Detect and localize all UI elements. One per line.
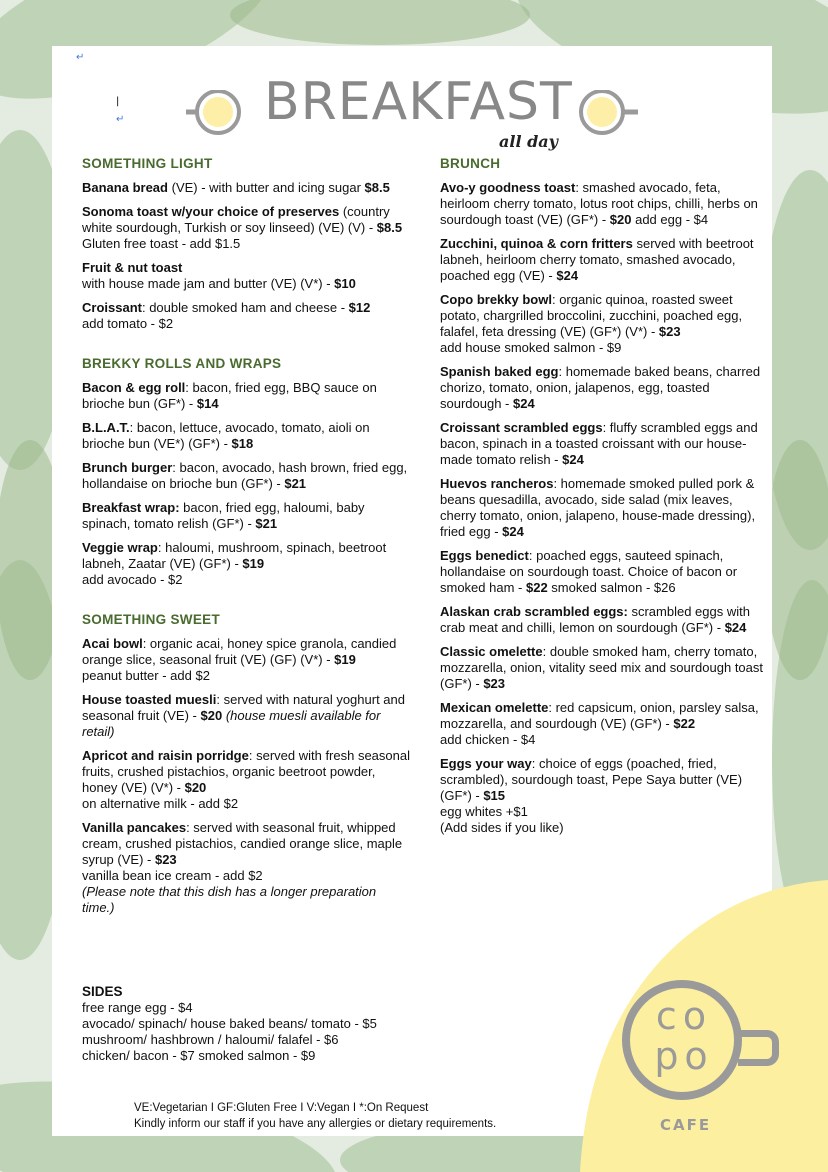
item-price: $20	[184, 780, 207, 795]
paragraph-mark: ↵	[76, 52, 85, 63]
menu-item	[440, 604, 765, 636]
item-extra: add avocado - $2	[82, 572, 183, 587]
allergy-notice: Kindly inform our staff if you have any allergies or dietary requirements.	[134, 1118, 497, 1130]
item-price: $15	[483, 788, 506, 803]
item-name: Alaskan crab scrambled eggs:	[440, 604, 628, 619]
left-column	[82, 156, 412, 924]
item-desc: : homemade smoked pulled pork & beans quesadilla, avocado, side salad (mix leaves, cherry tomato, onion, jalapeno, house-made dressing), fried egg -	[440, 476, 756, 539]
item-desc: : bacon, lettuce, avocado, tomato, aioli on brioche bun (VE*) (GF*) -	[82, 420, 370, 451]
item-desc: : bacon, avocado, hash brown, fried egg, hollandaise on brioche bun (GF*) -	[82, 460, 408, 491]
menu-item	[82, 748, 412, 812]
item-price: $19	[334, 652, 356, 667]
item-name: Croissant scrambled eggs	[440, 420, 603, 435]
sides-line: free range egg - $4	[82, 1000, 193, 1015]
menu-item	[440, 700, 765, 748]
item-desc: : double smoked ham, cherry tomato, mozzarella, onion, vitality seed mix and sourdough toast (GF*) -	[440, 644, 764, 691]
item-price: $12	[348, 300, 371, 315]
section-heading: SOMETHING LIGHT	[82, 156, 213, 171]
item-extra: smoked salmon - $26	[547, 580, 676, 595]
item-extra: egg whites +$1	[440, 804, 528, 819]
menu-item	[440, 180, 765, 228]
menu-item	[440, 364, 765, 412]
item-price: $23	[483, 676, 506, 691]
sides-section	[82, 984, 442, 1064]
item-name: Classic omelette	[440, 644, 543, 659]
menu-item	[82, 500, 412, 532]
item-extra: peanut butter - add $2	[82, 668, 210, 683]
item-price: $22	[525, 580, 548, 595]
menu-item	[440, 756, 765, 836]
paragraph-mark: ↵	[116, 114, 125, 125]
item-price: $23	[154, 852, 177, 867]
egg-icon	[576, 90, 638, 140]
dietary-legend: VE:Vegetarian I GF:Gluten Free I V:Vegan I *:On Request	[134, 1102, 429, 1114]
item-desc: : double smoked ham and cheese -	[141, 300, 349, 315]
menu-item	[440, 236, 765, 284]
item-note: (Please note that this dish has a longer preparation time.)	[82, 884, 377, 915]
item-price: $24	[502, 524, 524, 539]
menu-section	[82, 156, 412, 332]
item-desc: : haloumi, mushroom, spinach, beetroot labneh, Zaatar (VE) (GF*) -	[82, 540, 387, 571]
item-extra: add house smoked salmon - $9	[440, 340, 622, 355]
logo-text: co po	[654, 994, 714, 1078]
item-name: Mexican omelette	[440, 700, 549, 715]
item-price: $8.5	[364, 180, 390, 195]
menu-item	[440, 548, 765, 596]
item-extra: (house muesli available for retail)	[82, 708, 381, 739]
item-name: Vanilla pancakes	[82, 820, 187, 835]
item-price: $8.5	[376, 220, 403, 235]
item-price: $24	[724, 620, 747, 635]
menu-item	[82, 180, 412, 196]
item-extra: Gluten free toast - add $1.5	[82, 236, 241, 251]
item-desc: : organic quinoa, roasted sweet potato, chargrilled broccolini, zucchini, poached egg, falafel, feta dressing (VE) (GF*) (V*) -	[440, 292, 743, 339]
right-column	[440, 156, 765, 844]
page-subtitle: all day	[499, 132, 558, 151]
item-desc: : served with fresh seasonal fruits, crushed pistachios, organic beetroot powder, honey (VE) (V*) -	[82, 748, 410, 795]
item-price: $24	[562, 452, 584, 467]
item-price: $14	[196, 396, 219, 411]
item-note: (Add sides if you like)	[440, 820, 564, 835]
menu-section	[82, 612, 412, 916]
item-extra: vanilla bean ice cream - add $2	[82, 868, 263, 883]
menu-item	[82, 820, 412, 916]
menu-item	[440, 644, 765, 692]
item-desc: (country white sourdough, Turkish or soy linseed) (VE) (V) -	[82, 204, 390, 235]
item-name: Brunch burger	[82, 460, 173, 475]
item-name: Breakfast wrap:	[82, 500, 180, 515]
item-name: House toasted muesli	[82, 692, 217, 707]
item-desc: : bacon, fried egg, BBQ sauce on brioche bun (GF*) -	[82, 380, 377, 411]
item-name: Fruit & nut toast	[82, 260, 183, 275]
egg-icon	[186, 90, 248, 140]
item-price: $24	[513, 396, 535, 411]
item-desc: : red capsicum, onion, parsley salsa, mozzarella, and sourdough (VE) (GF*) -	[440, 700, 759, 731]
item-price: $21	[255, 516, 278, 531]
page-title: BREAKFAST	[264, 72, 573, 132]
item-extra: add egg - $4	[631, 212, 709, 227]
sides-line: avocado/ spinach/ house baked beans/ tomato - $5	[82, 1016, 377, 1031]
sides-line: mushroom/ hashbrown / haloumi/ falafel - $6	[82, 1032, 339, 1047]
sides-line: chicken/ bacon - $7 smoked salmon - $9	[82, 1048, 316, 1063]
item-desc: scrambled eggs with crab meat and chilli, lemon on sourdough (GF*) -	[440, 604, 750, 635]
item-name: B.L.A.T.	[82, 420, 130, 435]
menu-item	[82, 204, 412, 252]
item-price: $19	[242, 556, 265, 571]
item-name: Apricot and raisin porridge	[82, 748, 249, 763]
item-desc: : served with natural yoghurt and seasonal fruit (VE) -	[82, 692, 405, 723]
item-desc: bacon, fried egg, haloumi, baby spinach, tomato relish (GF*) -	[82, 500, 365, 531]
menu-section	[82, 356, 412, 588]
item-name: Zucchini, quinoa & corn fritters	[440, 236, 633, 251]
menu-item	[82, 692, 412, 740]
item-price: $23	[658, 324, 681, 339]
footer	[134, 1100, 614, 1132]
item-desc: (VE) - with butter and icing sugar	[171, 180, 365, 195]
item-name: Banana bread	[82, 180, 168, 195]
menu-item	[82, 380, 412, 412]
item-price: $20	[200, 708, 223, 723]
item-name: Avo-y goodness toast	[440, 180, 576, 195]
item-name: Spanish baked egg	[440, 364, 559, 379]
item-price: $21	[284, 476, 307, 491]
menu-item	[440, 292, 765, 356]
item-name: Bacon & egg roll	[82, 380, 186, 395]
menu-item	[82, 260, 412, 292]
item-desc: : fluffy scrambled eggs and bacon, spinach in a toasted croissant with our house-made tomato relish -	[440, 420, 758, 467]
item-desc: : served with seasonal fruit, whipped cream, crushed pistachios, candied orange slice, maple syrup (VE) -	[82, 820, 403, 867]
item-price: $10	[334, 276, 356, 291]
item-price: $20	[609, 212, 632, 227]
section-heading: SOMETHING SWEET	[82, 612, 221, 627]
menu-item	[82, 636, 412, 684]
item-name: Acai bowl	[82, 636, 143, 651]
menu-section	[440, 156, 765, 836]
item-extra: on alternative milk - add $2	[82, 796, 239, 811]
logo-handle	[738, 1030, 779, 1066]
menu-item	[82, 540, 412, 588]
item-extra: add tomato - $2	[82, 316, 174, 331]
item-name: Sonoma toast w/your choice of preserves	[82, 204, 340, 219]
item-desc: : homemade baked beans, charred chorizo, tomato, onion, jalapenos, egg, toasted sourdough -	[440, 364, 761, 411]
item-name: Huevos rancheros	[440, 476, 554, 491]
item-desc: : smashed avocado, feta, heirloom cherry tomato, lotus root chips, chilli, herbs on sourdough toast (VE) (GF*) -	[440, 180, 758, 227]
item-extra: add chicken - $4	[440, 732, 536, 747]
section-heading: SIDES	[82, 984, 123, 999]
item-desc: with house made jam and butter (VE) (V*) -	[82, 276, 335, 291]
item-name: Eggs your way	[440, 756, 532, 771]
item-price: $18	[231, 436, 254, 451]
menu-item	[440, 476, 765, 540]
item-desc: served with beetroot labneh, heirloom cherry tomato, smashed avocado, poached egg (VE) -	[440, 236, 754, 283]
menu-item	[440, 420, 765, 468]
logo-caption: CAFE	[660, 1116, 712, 1134]
item-desc: : poached eggs, sauteed spinach, hollandaise on sourdough toast. Choice of bacon or smoked ham -	[440, 548, 738, 595]
item-name: Copo brekky bowl	[440, 292, 552, 307]
item-desc: : choice of eggs (poached, fried, scrambled), sourdough toast, Pepe Saya butter (VE) (GF*) -	[440, 756, 743, 803]
item-price: $22	[673, 716, 696, 731]
menu-item	[82, 460, 412, 492]
section-heading: BREKKY ROLLS AND WRAPS	[82, 356, 282, 371]
item-name: Eggs benedict	[440, 548, 529, 563]
item-desc: : organic acai, honey spice granola, candied orange slice, seasonal fruit (VE) (GF) (V*) -	[82, 636, 397, 667]
text-cursor: |	[116, 96, 120, 107]
menu-item	[82, 300, 412, 332]
menu-item	[82, 420, 412, 452]
item-name: Veggie wrap	[82, 540, 158, 555]
item-price: $24	[556, 268, 579, 283]
section-heading: BRUNCH	[440, 156, 501, 171]
menu-header	[52, 70, 772, 150]
item-name: Croissant	[82, 300, 142, 315]
